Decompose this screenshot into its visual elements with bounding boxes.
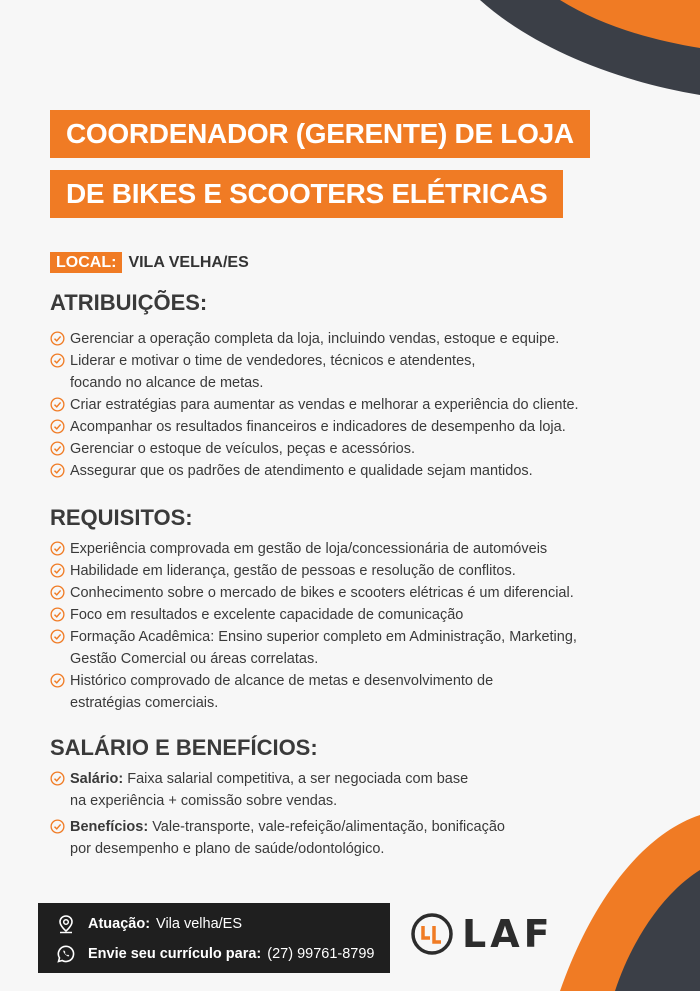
- salario-list: [50, 768, 670, 864]
- check-circle-icon: [50, 607, 65, 622]
- list-item: [50, 328, 670, 350]
- list-item-text: Acompanhar os resultados financeiros e indicadores de desempenho da loja.: [70, 419, 566, 435]
- corner-decoration-top-right: [440, 0, 700, 120]
- check-circle-icon: [50, 419, 65, 434]
- list-item-text: Liderar e motivar o time de vendedores, técnicos e atendentes, focando no alcance de metas.: [70, 353, 476, 391]
- location-pin-icon: [56, 914, 76, 934]
- list-item: [50, 438, 670, 460]
- list-item-text: Gerenciar a operação completa da loja, incluindo vendas, estoque e equipe.: [70, 331, 560, 347]
- contact-box: [38, 903, 390, 973]
- logo-text: LAF: [462, 912, 554, 956]
- list-item: [50, 350, 670, 394]
- list-item-text: Histórico comprovado de alcance de metas e desenvolvimento de estratégias comerciais.: [70, 673, 494, 711]
- list-item-text: Criar estratégias para aumentar as vendas e melhorar a experiência do cliente.: [70, 397, 579, 413]
- check-circle-icon: [50, 673, 65, 688]
- section-title-atribuicoes: ATRIBUIÇÕES:: [50, 290, 208, 315]
- list-item-text: Experiência comprovada em gestão de loja/concessionária de automóveis: [70, 541, 548, 557]
- check-circle-icon: [50, 353, 65, 368]
- benefits-label: Benefícios:: [70, 819, 149, 835]
- check-circle-icon: [50, 541, 65, 556]
- title-line-1: COORDENADOR (GERENTE) DE LOJA: [50, 110, 590, 158]
- section-title-requisitos: REQUISITOS:: [50, 505, 193, 530]
- list-item: [50, 626, 670, 670]
- whatsapp-icon: [56, 944, 76, 964]
- benefits-text: Vale-transporte, vale-refeição/alimentação, bonificação por desempenho e plano de saúde/odontológico.: [70, 819, 505, 857]
- list-item-text: Formação Acadêmica: Ensino superior completo em Administração, Marketing, Gestão Comercial ou áreas correlatas.: [70, 629, 577, 667]
- list-item-text: Foco em resultados e excelente capacidade de comunicação: [70, 607, 464, 623]
- contact-cv-row: [56, 939, 390, 969]
- cv-phone: (27) 99761-8799: [267, 946, 375, 962]
- salary-label: Salário:: [70, 771, 124, 787]
- atuacao-value: Vila velha/ES: [156, 916, 243, 932]
- list-item: [50, 394, 670, 416]
- requisitos-list: [50, 538, 670, 714]
- section-title-salario: SALÁRIO E BENEFÍCIOS:: [50, 735, 318, 760]
- salary-text: Faixa salarial competitiva, a ser negociada com base na experiência + comissão sobre vendas.: [70, 771, 469, 809]
- check-circle-icon: [50, 397, 65, 412]
- check-circle-icon: [50, 463, 65, 478]
- location-value: VILA VELHA/ES: [128, 254, 249, 271]
- check-circle-icon: [50, 331, 65, 346]
- list-item: [50, 416, 670, 438]
- contact-atuacao-row: [56, 909, 390, 939]
- list-item: [50, 460, 670, 482]
- location-line: [50, 254, 249, 272]
- list-item: [50, 604, 670, 626]
- list-item-text: Habilidade em liderança, gestão de pessoas e resolução de conflitos.: [70, 563, 516, 579]
- check-circle-icon: [50, 585, 65, 600]
- check-circle-icon: [50, 563, 65, 578]
- atuacao-label: Atuação:: [88, 916, 151, 932]
- logo-mark-icon: [410, 912, 454, 956]
- list-item: [50, 538, 670, 560]
- check-circle-icon: [50, 819, 65, 834]
- atribuicoes-list: [50, 328, 670, 482]
- list-item-text: Gerenciar o estoque de veículos, peças e acessórios.: [70, 441, 415, 457]
- list-item: [50, 582, 670, 604]
- check-circle-icon: [50, 441, 65, 456]
- list-item-text: Assegurar que os padrões de atendimento e qualidade sejam mantidos.: [70, 463, 533, 479]
- check-circle-icon: [50, 771, 65, 786]
- list-item: [50, 768, 670, 812]
- check-circle-icon: [50, 629, 65, 644]
- company-logo: [410, 912, 554, 956]
- list-item: [50, 670, 670, 714]
- title-line-2: DE BIKES E SCOOTERS ELÉTRICAS: [50, 170, 563, 218]
- list-item-text: Conhecimento sobre o mercado de bikes e scooters elétricas é um diferencial.: [70, 585, 574, 601]
- location-label: LOCAL:: [50, 252, 122, 273]
- list-item: [50, 560, 670, 582]
- cv-label: Envie seu currículo para:: [88, 946, 262, 962]
- list-item: [50, 816, 670, 860]
